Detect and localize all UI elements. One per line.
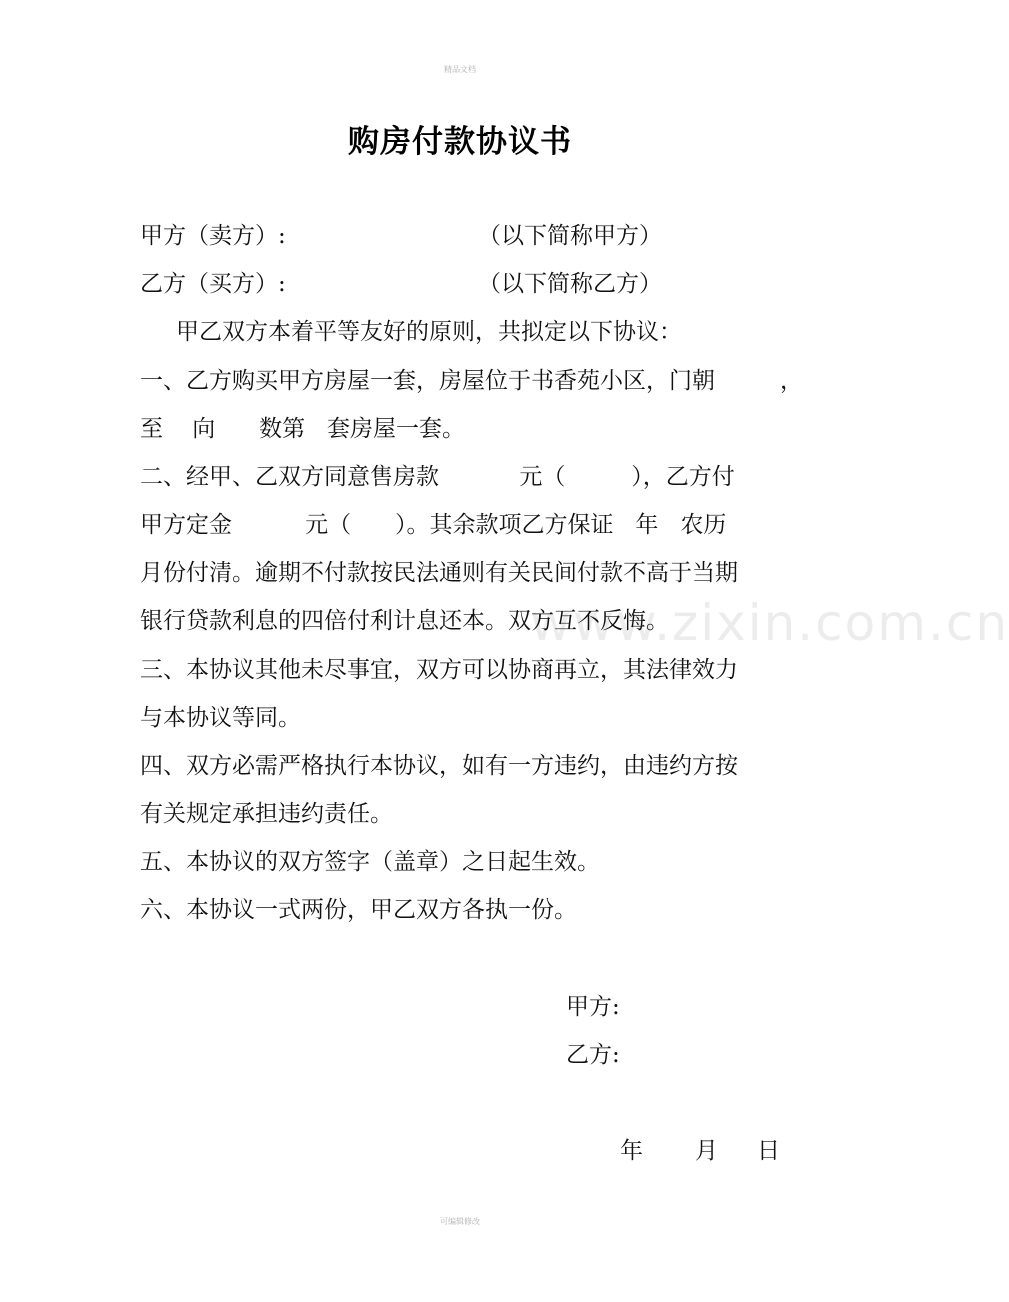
party-b-note: （以下简称乙方）: [478, 271, 662, 297]
signature-party-a: 甲方:: [566, 994, 620, 1020]
footer-note: 可编辑修改: [440, 1217, 480, 1226]
header-note: 精品文档: [444, 65, 476, 74]
clause-4-line-1: 四、双方必需严格执行本协议，如有一方违约，由违约方按: [140, 753, 738, 779]
clause-3-line-1: 三、本协议其他未尽事宜，双方可以协商再立，其法律效力: [140, 657, 738, 683]
watermark: www.zixin.com.cn: [530, 594, 1009, 652]
clause-1-line-2: 至 向 数第 套房屋一套。: [140, 416, 466, 442]
party-b-label: 乙方（买方）:: [140, 271, 286, 297]
party-a-label: 甲方（卖方）:: [140, 223, 286, 249]
clause-2-line-3: 月份付清。逾期不付款按民法通则有关民间付款不高于当期: [140, 560, 738, 586]
clause-5: 五、本协议的双方签字（盖章）之日起生效。: [140, 849, 600, 875]
date-month: 月: [695, 1138, 718, 1164]
document-title: 购房付款协议书: [348, 124, 572, 160]
date-day: 日: [757, 1138, 780, 1164]
clause-2-line-2: 甲方定金 元（ ）。其余款项乙方保证 年 农历: [140, 512, 727, 538]
clause-2-line-4: 银行贷款利息的四倍付利计息还本。双方互不反悔。: [140, 608, 669, 634]
date-year: 年: [620, 1138, 643, 1164]
clause-1-line-1: 一、乙方购买甲方房屋一套，房屋位于书香苑小区，门朝: [140, 368, 715, 394]
clause-6: 六、本协议一式两份，甲乙双方各执一份。: [140, 897, 577, 923]
clause-2-line-1: 二、经甲、乙双方同意售房款 元（ ），乙方付: [140, 464, 735, 490]
clause-3-line-2: 与本协议等同。: [140, 705, 301, 731]
clause-4-line-2: 有关规定承担违约责任。: [140, 801, 393, 827]
intro-paragraph: 甲乙双方本着平等友好的原则，共拟定以下协议：: [176, 319, 682, 345]
clause-1-comma: ，: [780, 368, 803, 394]
party-a-note: （以下简称甲方）: [478, 223, 662, 249]
signature-party-b: 乙方:: [566, 1042, 620, 1068]
